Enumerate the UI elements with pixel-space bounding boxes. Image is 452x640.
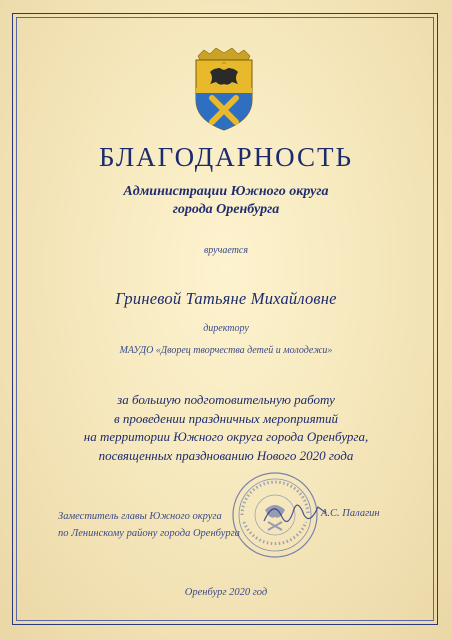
issuer-line-2: города Оренбурга <box>172 202 280 217</box>
reason-line: на территории Южного округа города Оренбурга, <box>83 429 369 444</box>
signer-title <box>58 508 240 542</box>
coat-of-arms-emblem <box>192 48 256 132</box>
issuer-line-1: Администрации Южного округа <box>123 184 329 199</box>
signer-title-line-1: Заместитель главы Южного округа <box>58 511 222 522</box>
reason-block <box>0 391 452 465</box>
awarded-text: вручается <box>203 245 249 256</box>
signer-name: А.С. Палагин <box>321 508 380 519</box>
recipient-position: директору <box>203 323 249 334</box>
handwritten-signature <box>260 495 330 531</box>
reason-line: за большую подготовительную работу <box>117 392 335 407</box>
reason-line: в проведении праздничных мероприятий <box>113 410 339 426</box>
recipient-organization: МАУДО «Дворец творчества детей и молодежи» <box>119 345 333 356</box>
document-title: БЛАГОДАРНОСТЬ <box>99 142 353 172</box>
recipient-position-block <box>0 318 452 362</box>
reason-line: посвященных празднованию Нового 2020 года <box>98 447 354 463</box>
signer-title-line-2: по Ленинскому району города Оренбурга <box>58 528 240 539</box>
issuer-block <box>0 183 452 219</box>
recipient-name: Гриневой Татьяне Михайловне <box>115 289 337 308</box>
place-and-date: Оренбург 2020 год <box>184 587 268 598</box>
